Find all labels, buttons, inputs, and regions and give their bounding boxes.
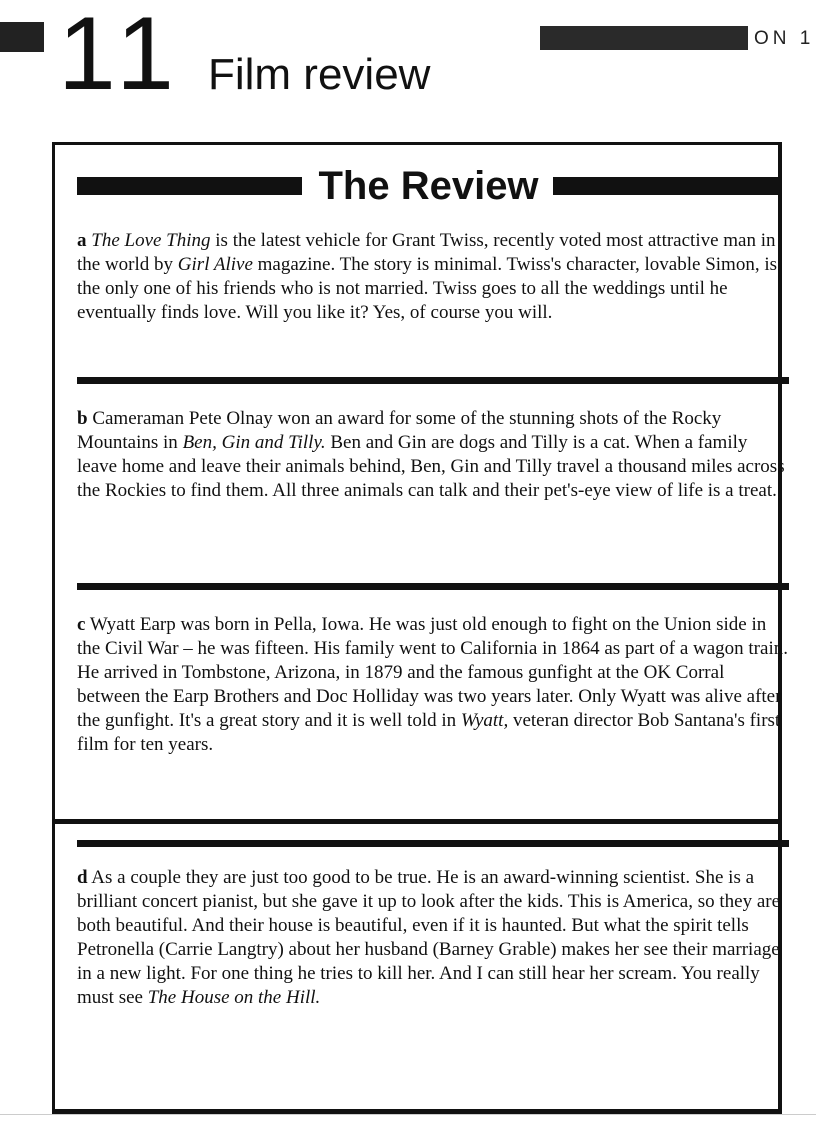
review-box-lower — [52, 822, 782, 1114]
review-c-text — [77, 614, 788, 755]
film-title: Wyatt, — [460, 710, 509, 731]
header-corner-label: ON 1 — [754, 28, 815, 49]
review-divider — [77, 377, 789, 384]
review-text-run: As a couple they are just too good to be true. He is an award-winning scientist. She is a brilliant concert pianist, but she gave it up to look after the kids. This is America, so they are both beautiful. And their house is beautiful, even if it is haunted. But what the spirit tells Petronella (Carrie Langtry) about her husband (Barney Grable) makes her see their marriage in a new light. For one thing he tries to kill her. And I can still hear her scream. You really must see — [77, 867, 781, 1008]
heading-bar-left — [77, 177, 302, 195]
review-letter: c — [77, 614, 86, 635]
review-text-run: Wyatt Earp was born in Pella, Iowa. He was just old enough to fight on the Union side in the Civil War – he was fifteen. His family went to California in 1864 as part of a wagon train. He arrived in Tombstone, Arizona, in 1879 and the famous gunfight at the OK Corral between the Earp Brothers and Doc Holliday was two years later. Only Wyatt was alive after the gunfight. It's a great story and it is well told in — [77, 614, 788, 731]
review-letter: b — [77, 408, 88, 429]
review-divider — [77, 583, 789, 590]
unit-title: Film review — [208, 50, 431, 99]
review-text-run: Ben and Gin are dogs and Tilly is a cat. When a family leave home and leave their animals behind, Ben, Gin and Tilly travel a thousand miles across the Rockies to find them. All three animals can talk and their pet's-eye view of life is a treat. — [77, 432, 785, 501]
review-d-text — [77, 867, 780, 1008]
unit-number: 11 — [58, 0, 182, 112]
review-c — [77, 613, 789, 757]
review-text-run: is the latest vehicle for Grant Twiss, recently voted most attractive man in the world by — [77, 230, 776, 275]
film-title: The House on the Hill. — [147, 987, 321, 1008]
review-d — [77, 866, 789, 1010]
review-divider — [77, 840, 789, 847]
review-b-text — [77, 408, 785, 501]
film-title: The Love Thing — [91, 230, 211, 251]
film-title: Girl Alive — [177, 254, 253, 275]
heading-bar-right — [553, 177, 778, 195]
review-letter: d — [77, 867, 88, 888]
review-a-text — [77, 230, 777, 323]
review-text-run: magazine. The story is minimal. Twiss's character, lovable Simon, is the only one of his friends who is not married. Twiss goes to all the weddings until he eventually finds love. Will you like it? Yes, of course you will. — [77, 254, 777, 323]
review-text-run: veteran director Bob Santana's first film for ten years. — [77, 710, 781, 755]
review-letter: a — [77, 230, 87, 251]
review-heading — [55, 161, 778, 211]
film-title: Ben, Gin and Tilly. — [182, 432, 326, 453]
review-box — [52, 142, 788, 824]
review-heading-text: The Review — [318, 164, 539, 208]
review-a — [77, 229, 789, 325]
review-text-run: Cameraman Pete Olnay won an award for some of the stunning shots of the Rocky Mountains in — [77, 408, 722, 453]
review-b — [77, 407, 789, 503]
header-black-bar-right — [540, 26, 748, 50]
header-black-bar-left — [0, 22, 44, 52]
scan-edge-line — [0, 1114, 816, 1115]
